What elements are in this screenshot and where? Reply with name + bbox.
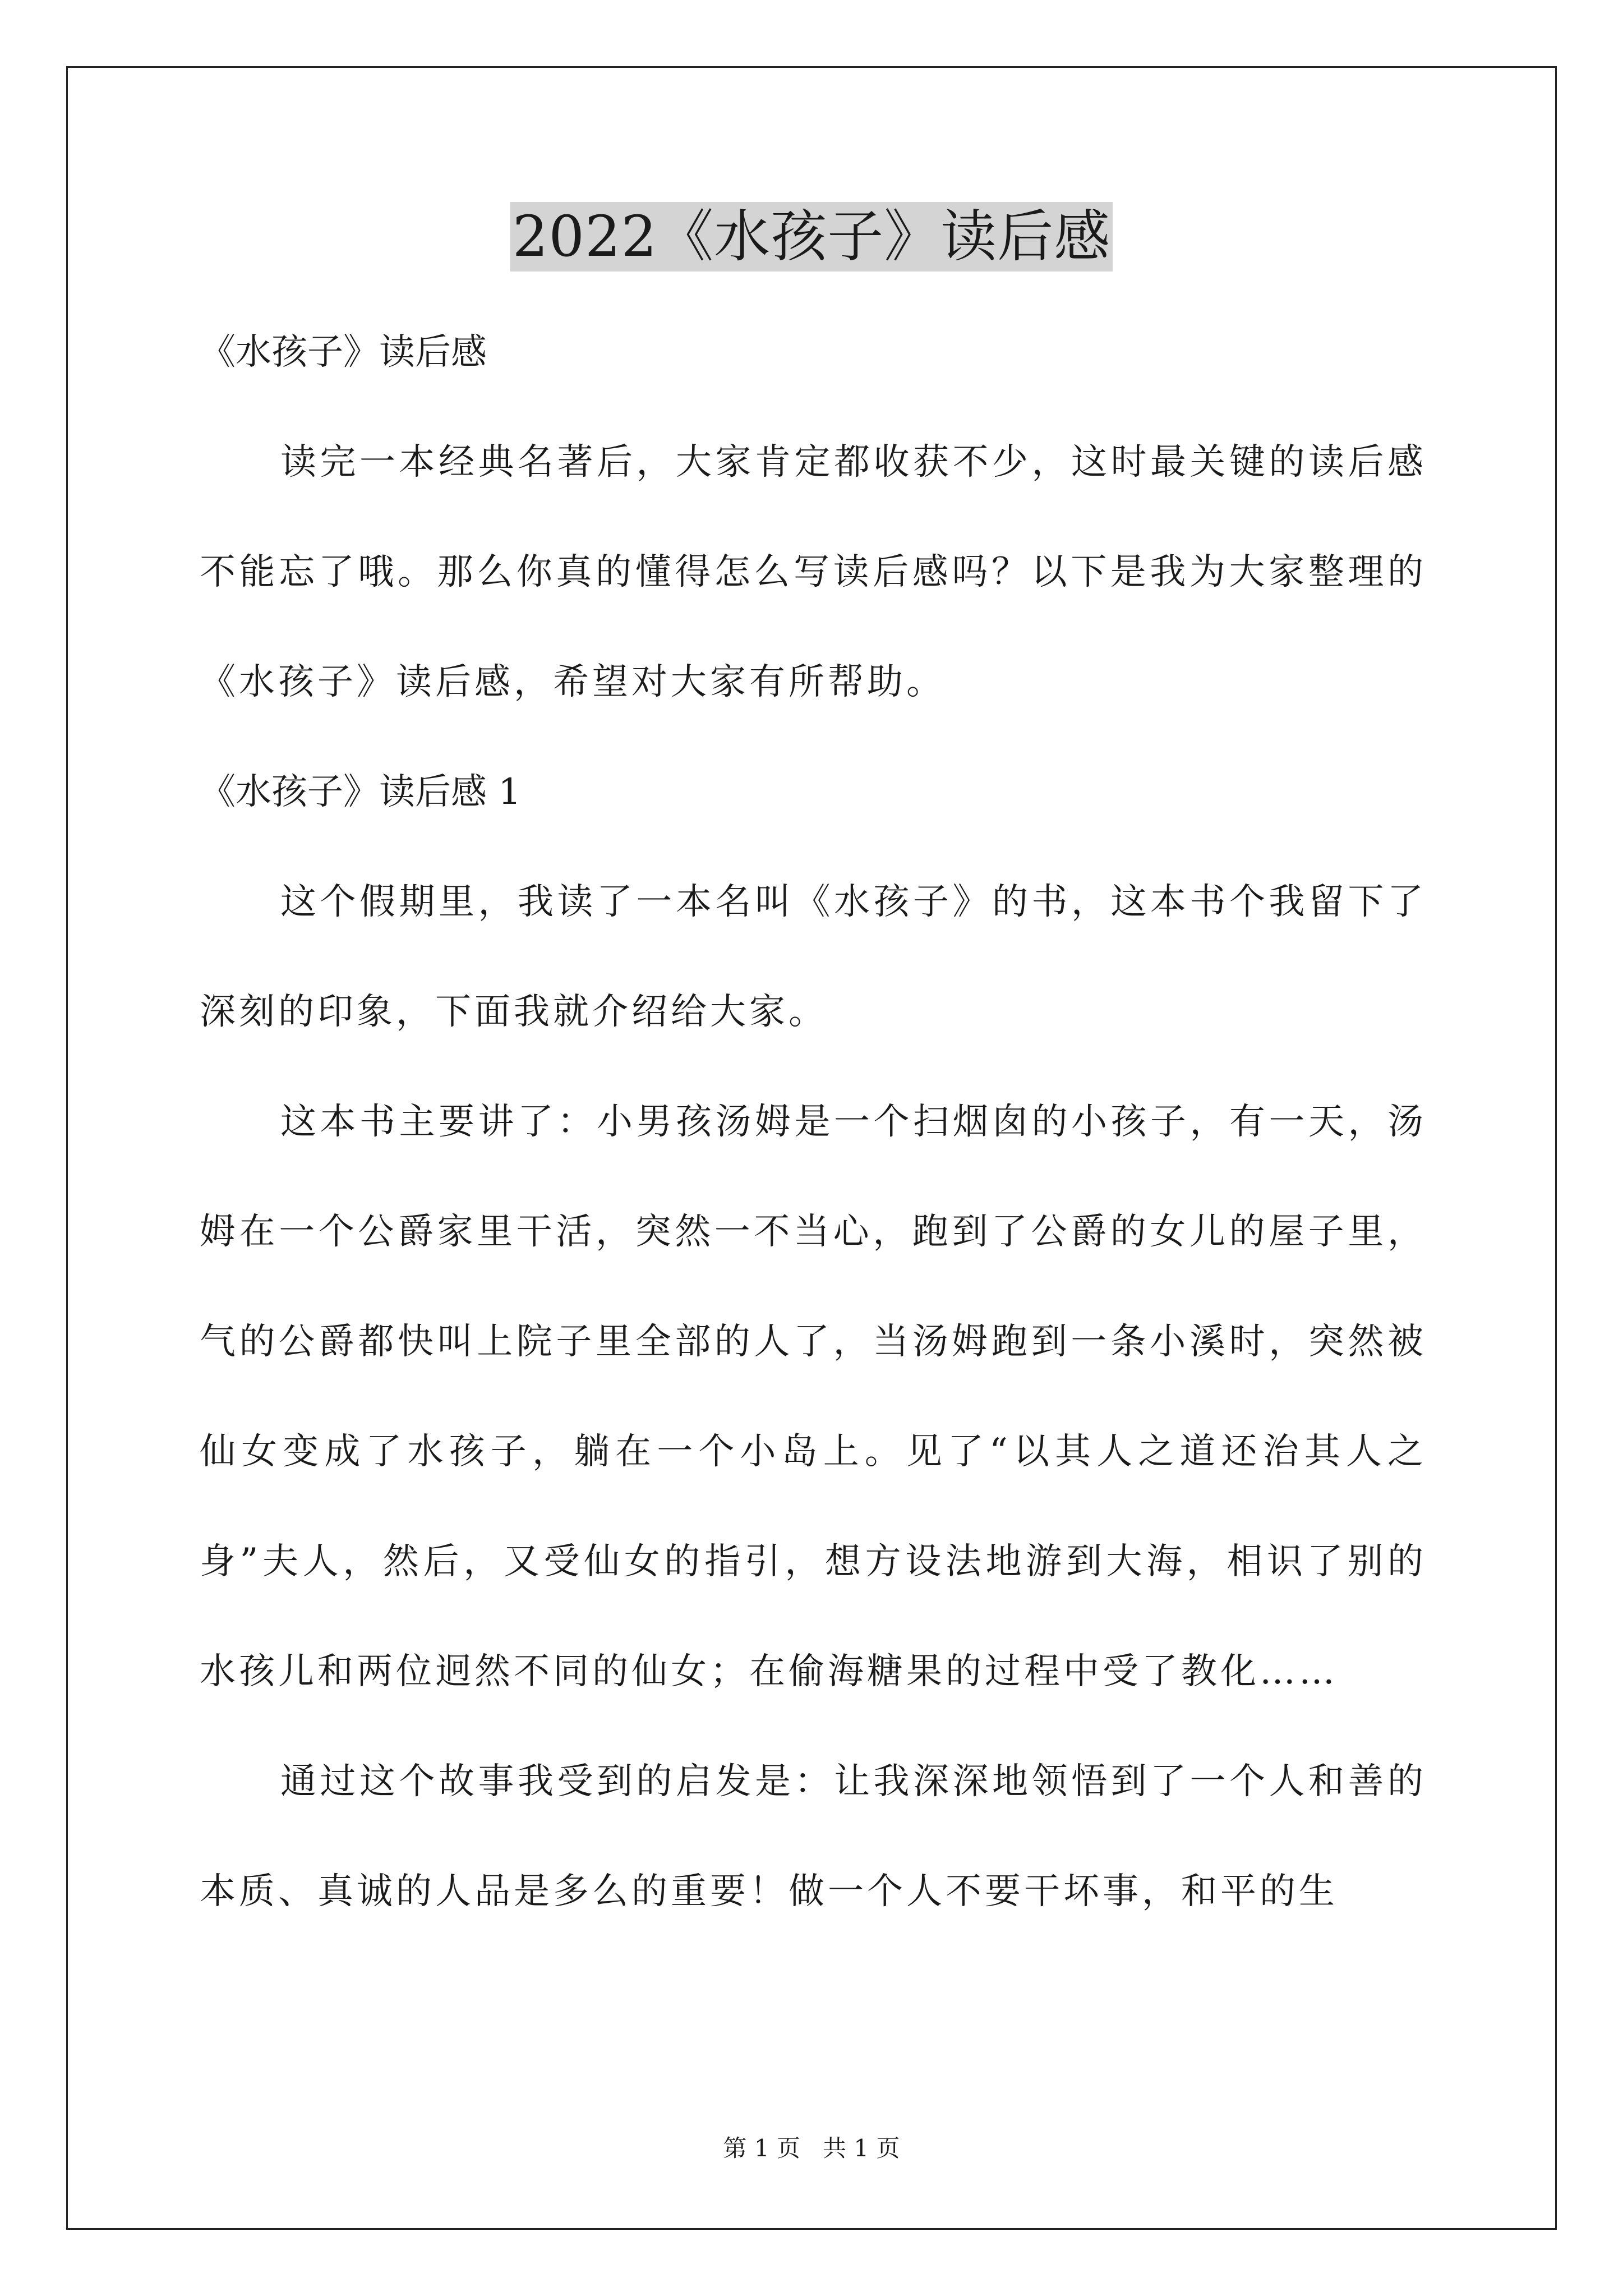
body-paragraph: 通过这个故事我受到的启发是：让我深深地领悟到了一个人和善的本质、真诚的人品是多么的重要！做一个人不要干坏事，和平的生 xyxy=(200,1761,1427,1912)
section-heading: 《水孩子》读后感 1 xyxy=(200,771,522,813)
document-body xyxy=(200,297,1427,1947)
section-heading: 《水孩子》读后感 xyxy=(200,332,487,373)
title-container xyxy=(0,202,1623,272)
body-paragraph: 这本书主要讲了：小男孩汤姆是一个扫烟囱的小孩子，有一天，汤姆在一个公爵家里干活，突然一不当心，跑到了公爵的女儿的屋子里，气的公爵都快叫上院子里全部的人了，当汤姆跑到一条小溪时，突然被仙女变成了水孩子，躺在一个小岛上。见了“以其人之道还治其人之身”夫人，然后，又受仙女的指引，想方设法地游到大海，相识了别的水孩儿和两位迥然不同的仙女；在偷海糖果的过程中受了教化…… xyxy=(200,1101,1427,1692)
page-footer: 第 1 页 共 1 页 xyxy=(723,2134,900,2162)
document-title: 2022《水孩子》读后感 xyxy=(510,202,1113,272)
intro-paragraph: 读完一本经典名著后，大家肯定都收获不少，这时最关键的读后感不能忘了哦。那么你真的懂得怎么写读后感吗？以下是我为大家整理的《水孩子》读后感，希望对大家有所帮助。 xyxy=(200,441,1427,703)
body-paragraph: 这个假期里，我读了一本名叫《水孩子》的书，这本书个我留下了深刻的印象，下面我就介绍给大家。 xyxy=(200,881,1427,1033)
